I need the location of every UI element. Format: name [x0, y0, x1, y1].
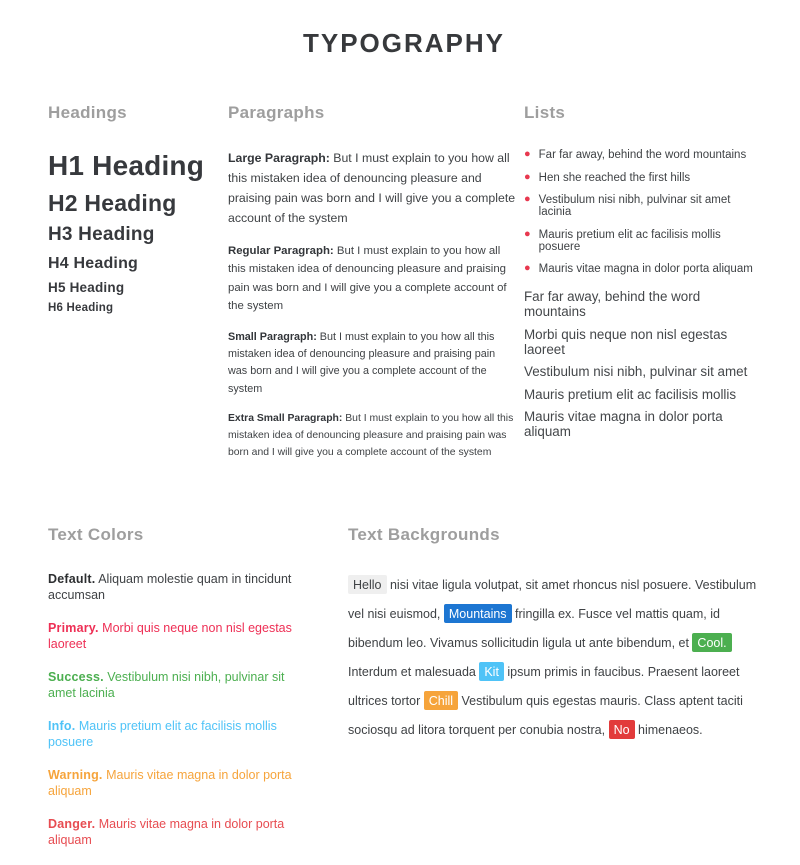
highlight-badge-mountains: Mountains [444, 604, 512, 623]
h6-heading-sample: H6 Heading [48, 302, 114, 315]
regular-paragraph-text: But I must explain to you how all this mistaken idea of denouncing pleasure and praising pain was born and I will give you a complete account of the system [228, 244, 507, 313]
headings-section [48, 103, 220, 475]
body-text: Interdum et malesuada [348, 664, 480, 679]
large-paragraph-label: Large Paragraph: [228, 151, 330, 165]
bottom-sections [48, 525, 760, 865]
list-item: Morbi quis neque non nisl egestas laoreet [524, 326, 728, 357]
page-title: TYPOGRAPHY [302, 28, 506, 58]
small-paragraph-text: But I must explain to you how all this mistaken idea of denouncing pleasure and praising pain was born and I will give you a complete account of the system [228, 330, 496, 395]
paragraphs-section [228, 103, 516, 475]
headings-section-title: Headings [48, 103, 127, 122]
body-text: ipsum primis in faucibus. Praesent laoreet ultrices tortor [348, 664, 740, 708]
h4-heading-sample: H4 Heading [48, 254, 139, 272]
bulleted-list [524, 149, 760, 275]
list-item: ● Mauris vitae magna in dolor porta aliquam [524, 262, 753, 275]
list-item: Vestibulum nisi nibh, pulvinar sit amet [524, 364, 748, 379]
lists-section-title: Lists [524, 103, 566, 122]
text-backgrounds-paragraph [348, 571, 772, 745]
bullet-icon: ● [524, 170, 531, 183]
list-item: ● Hen she reached the first hills [524, 170, 691, 184]
extra-small-paragraph-label: Extra Small Paragraph: [228, 413, 343, 425]
body-text: Vestibulum quis egestas mauris. Class aptent taciti sociosqu ad litora torquent per conubia nostra, [348, 693, 743, 737]
highlight-badge-chill: Chill [424, 691, 458, 710]
text-color-warning: Warning. Mauris vitae magna in dolor porta aliquam [48, 767, 292, 799]
top-sections [48, 103, 760, 475]
unstyled-list [524, 289, 760, 439]
bullet-icon: ● [524, 148, 531, 160]
large-paragraph-text: But I must explain to you how all this mistaken idea of denouncing pleasure and praising pain was born and I will give you a complete account of the system [228, 151, 516, 225]
list-item: ● Mauris pretium elit ac facilisis mollis posuere [524, 227, 721, 253]
text-colors-section [48, 525, 310, 865]
text-backgrounds-section-title: Text Backgrounds [348, 524, 500, 544]
body-text: fringilla ex. Fusce vel mattis quam, id bibendum leo. Vivamus sollicitudin ligula ut ante bibendum, et [348, 606, 720, 650]
list-item: Mauris pretium elit ac facilisis mollis [524, 386, 737, 402]
highlight-badge-kit: Kit [479, 662, 504, 681]
extra-small-paragraph [228, 411, 516, 462]
h3-heading-sample: H3 Heading [48, 224, 155, 246]
body-text: nisi vitae ligula volutpat, sit amet rhoncus nisl posuere. Vestibulum vel nisi euismod, [348, 577, 757, 621]
text-color-info: Info. Mauris pretium elit ac facilisis mollis posuere [48, 718, 277, 750]
lists-section [524, 103, 760, 475]
list-item: ● Far far away, behind the word mountains [524, 148, 747, 161]
h2-heading-sample: H2 Heading [48, 189, 177, 216]
text-color-danger: Danger. Mauris vitae magna in dolor porta aliquam [48, 816, 285, 848]
h5-heading-sample: H5 Heading [48, 280, 125, 296]
bullet-icon: ● [524, 193, 531, 205]
text-color-primary: Primary. Morbi quis neque non nisl egestas laoreet [48, 620, 292, 652]
text-color-default: Default. Aliquam molestie quam in tincidunt accumsan [48, 571, 292, 603]
text-color-success: Success. Vestibulum nisi nibh, pulvinar sit amet lacinia [48, 669, 285, 701]
h1-heading-sample: H1 Heading [48, 150, 205, 181]
list-item: Mauris vitae magna in dolor porta aliquam [524, 409, 723, 439]
regular-paragraph-label: Regular Paragraph: [228, 244, 334, 257]
paragraphs-section-title: Paragraphs [228, 103, 325, 122]
small-paragraph [228, 329, 516, 399]
highlight-badge-cool: Cool. [692, 633, 731, 652]
large-paragraph [228, 149, 516, 229]
text-backgrounds-section [348, 525, 772, 865]
regular-paragraph [228, 242, 516, 316]
text-colors-section-title: Text Colors [48, 524, 144, 544]
body-text: himenaeos. [634, 722, 703, 737]
list-item: ● Vestibulum nisi nibh, pulvinar sit amet lacinia [524, 193, 731, 218]
small-paragraph-label: Small Paragraph: [228, 330, 317, 343]
highlight-badge-no: No [609, 720, 635, 739]
bullet-icon: ● [524, 262, 531, 274]
highlight-badge-hello: Hello [348, 575, 387, 594]
bullet-icon: ● [524, 227, 531, 240]
extra-small-paragraph-text: But I must explain to you how all this mistaken idea of denouncing pleasure and praising pain was born and I will give you a complete account of the system [228, 413, 514, 459]
list-item: Far far away, behind the word mountains [524, 289, 701, 319]
